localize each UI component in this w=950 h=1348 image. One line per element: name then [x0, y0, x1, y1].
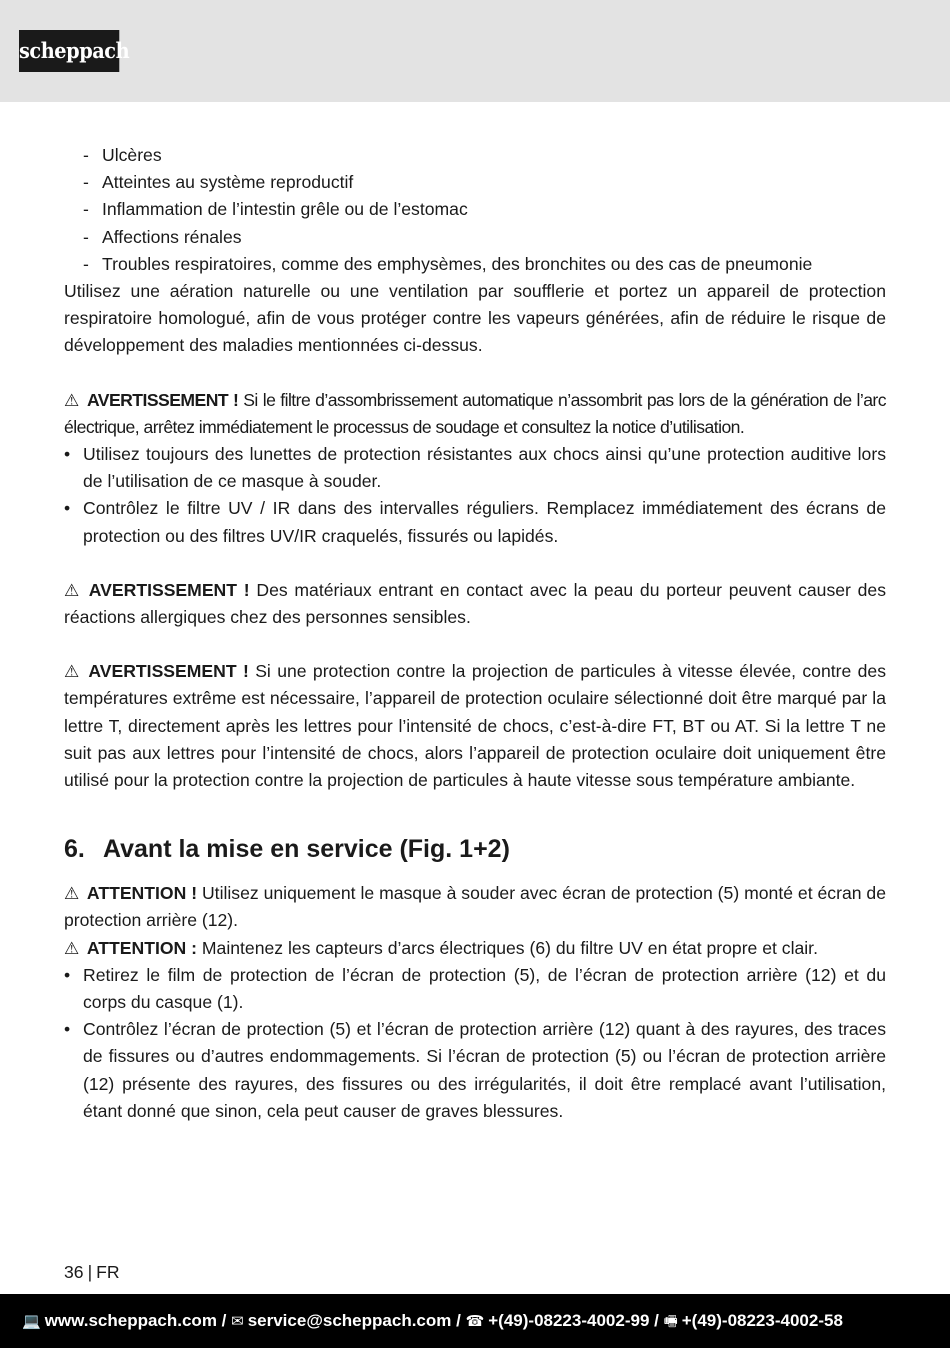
attention-text: Utilisez uniquement le masque à souder avec écran de protection (5) monté et écran de protection arrière (12). [64, 883, 886, 931]
warning-triangle-icon: ⚠ [64, 884, 80, 904]
warning-label: AVERTISSEMENT ! [88, 579, 250, 600]
warning-label: AVERTISSEMENT ! [88, 661, 249, 682]
warning-text: Si le filtre d’assombrissement automatique n’assombrit pas lors de la génération de l’arc électrique, arrêtez immédiatement le processus de soudage et consultez la notice d’utilisation. [64, 389, 886, 437]
page-content [64, 142, 886, 1125]
footer-website[interactable]: www.scheppach.com / [44, 1311, 227, 1330]
warning-triangle-icon: ⚠ [64, 580, 80, 600]
list-item: • Contrôlez le filtre UV / IR dans des intervalles réguliers. Remplacez immédiatement des écrans de protection ou des filtres UV/IR craquelés, fissurés ou lapidés. [64, 498, 886, 546]
list-item: - Troubles respiratoires, comme des emphysèmes, des bronchites ou des cas de pneumonie [83, 253, 813, 274]
warning-triangle-icon: ⚠ [64, 390, 79, 410]
section-heading [64, 834, 886, 864]
list-item: • Retirez le film de protection de l’écran de protection (5), de l’écran de protection arrière (12) et du corps du casque (1). [64, 964, 886, 1013]
page-header [0, 0, 950, 102]
page-footer [0, 1294, 950, 1348]
warning-triangle-icon: ⚠ [64, 938, 80, 958]
aeration-paragraph: Utilisez une aération naturelle ou une ventilation par soufflerie et portez un appareil de protection respiratoire homologué, afin de vous protéger contre les vapeurs générées, afin de réduire le risque de développement des maladies mentionnées ci-dessus. [64, 281, 886, 356]
mail-icon: ✉ [231, 1313, 244, 1330]
scheppach-logo: scheppach [19, 30, 119, 72]
attention-label: ATTENTION ! [86, 883, 198, 904]
section-number: 6. [64, 835, 85, 864]
attention-label: ATTENTION : [86, 937, 197, 958]
warning-block [64, 387, 886, 441]
section-title: Avant la mise en service (Fig. 1+2) [103, 835, 510, 864]
warning-block [64, 577, 886, 631]
footer-email[interactable]: service@scheppach.com / [247, 1311, 461, 1330]
warning-triangle-icon: ⚠ [64, 662, 80, 682]
attention-block [64, 880, 886, 934]
dash-list [64, 142, 886, 278]
attention-block [64, 935, 886, 962]
list-item: - Inflammation de l’intestin grêle ou de l’estomac [83, 199, 468, 220]
phone-icon: ☎ [465, 1313, 485, 1330]
page-number: 36 | FR [64, 1262, 120, 1282]
warning-text: Si une protection contre la projection de particules à vitesse élevée, contre des températures extrême est nécessaire, l’appareil de protection oculaire sélectionné doit être marqué par la lettre T, directement après les lettres pour l’intensité de chocs, c’est-à-dire FT, BT ou AT. Si la lettre T ne suit pas aux lettres pour l’intensité de chocs, alors l’appareil de protection oculaire doit uniquement être utilisé pour la protection contre la projection de particules à haute vitesse sous température ambiante. [64, 661, 887, 791]
attention-text: Maintenez les capteurs d’arcs électriques (6) du filtre UV en état propre et clair. [197, 937, 818, 958]
list-item: • Contrôlez l’écran de protection (5) et l’écran de protection arrière (12) quant à des rayures, des traces de fissures ou d’autres endommagements. Si l’écran de protection (5) ou l’écran de protection arrière (12) présente des rayures, des fissures ou des irrégularités, il doit être remplacé avant l’utilisation, étant donné que sinon, cela peut causer de graves blessures. [64, 1019, 886, 1121]
footer-phone: +(49)-08223-4002-99 / [488, 1311, 659, 1330]
warning-block [64, 658, 886, 794]
list-item: - Atteintes au système reproductif [83, 172, 354, 193]
list-item: - Affections rénales [83, 226, 242, 247]
list-item: - Ulcères [83, 145, 162, 165]
warning-label: AVERTISSEMENT ! [86, 389, 239, 410]
computer-icon: 💻 [22, 1313, 41, 1330]
warning-text: Des matériaux entrant en contact avec la peau du porteur peuvent causer des réactions allergiques chez des personnes sensibles. [64, 579, 886, 628]
fax-icon: 🖷 [663, 1313, 678, 1330]
footer-fax: +(49)-08223-4002-58 [681, 1311, 843, 1330]
list-item: • Utilisez toujours des lunettes de protection résistantes aux chocs ainsi qu’une protection auditive lors de l’utilisation de ce masque à souder. [64, 444, 886, 492]
